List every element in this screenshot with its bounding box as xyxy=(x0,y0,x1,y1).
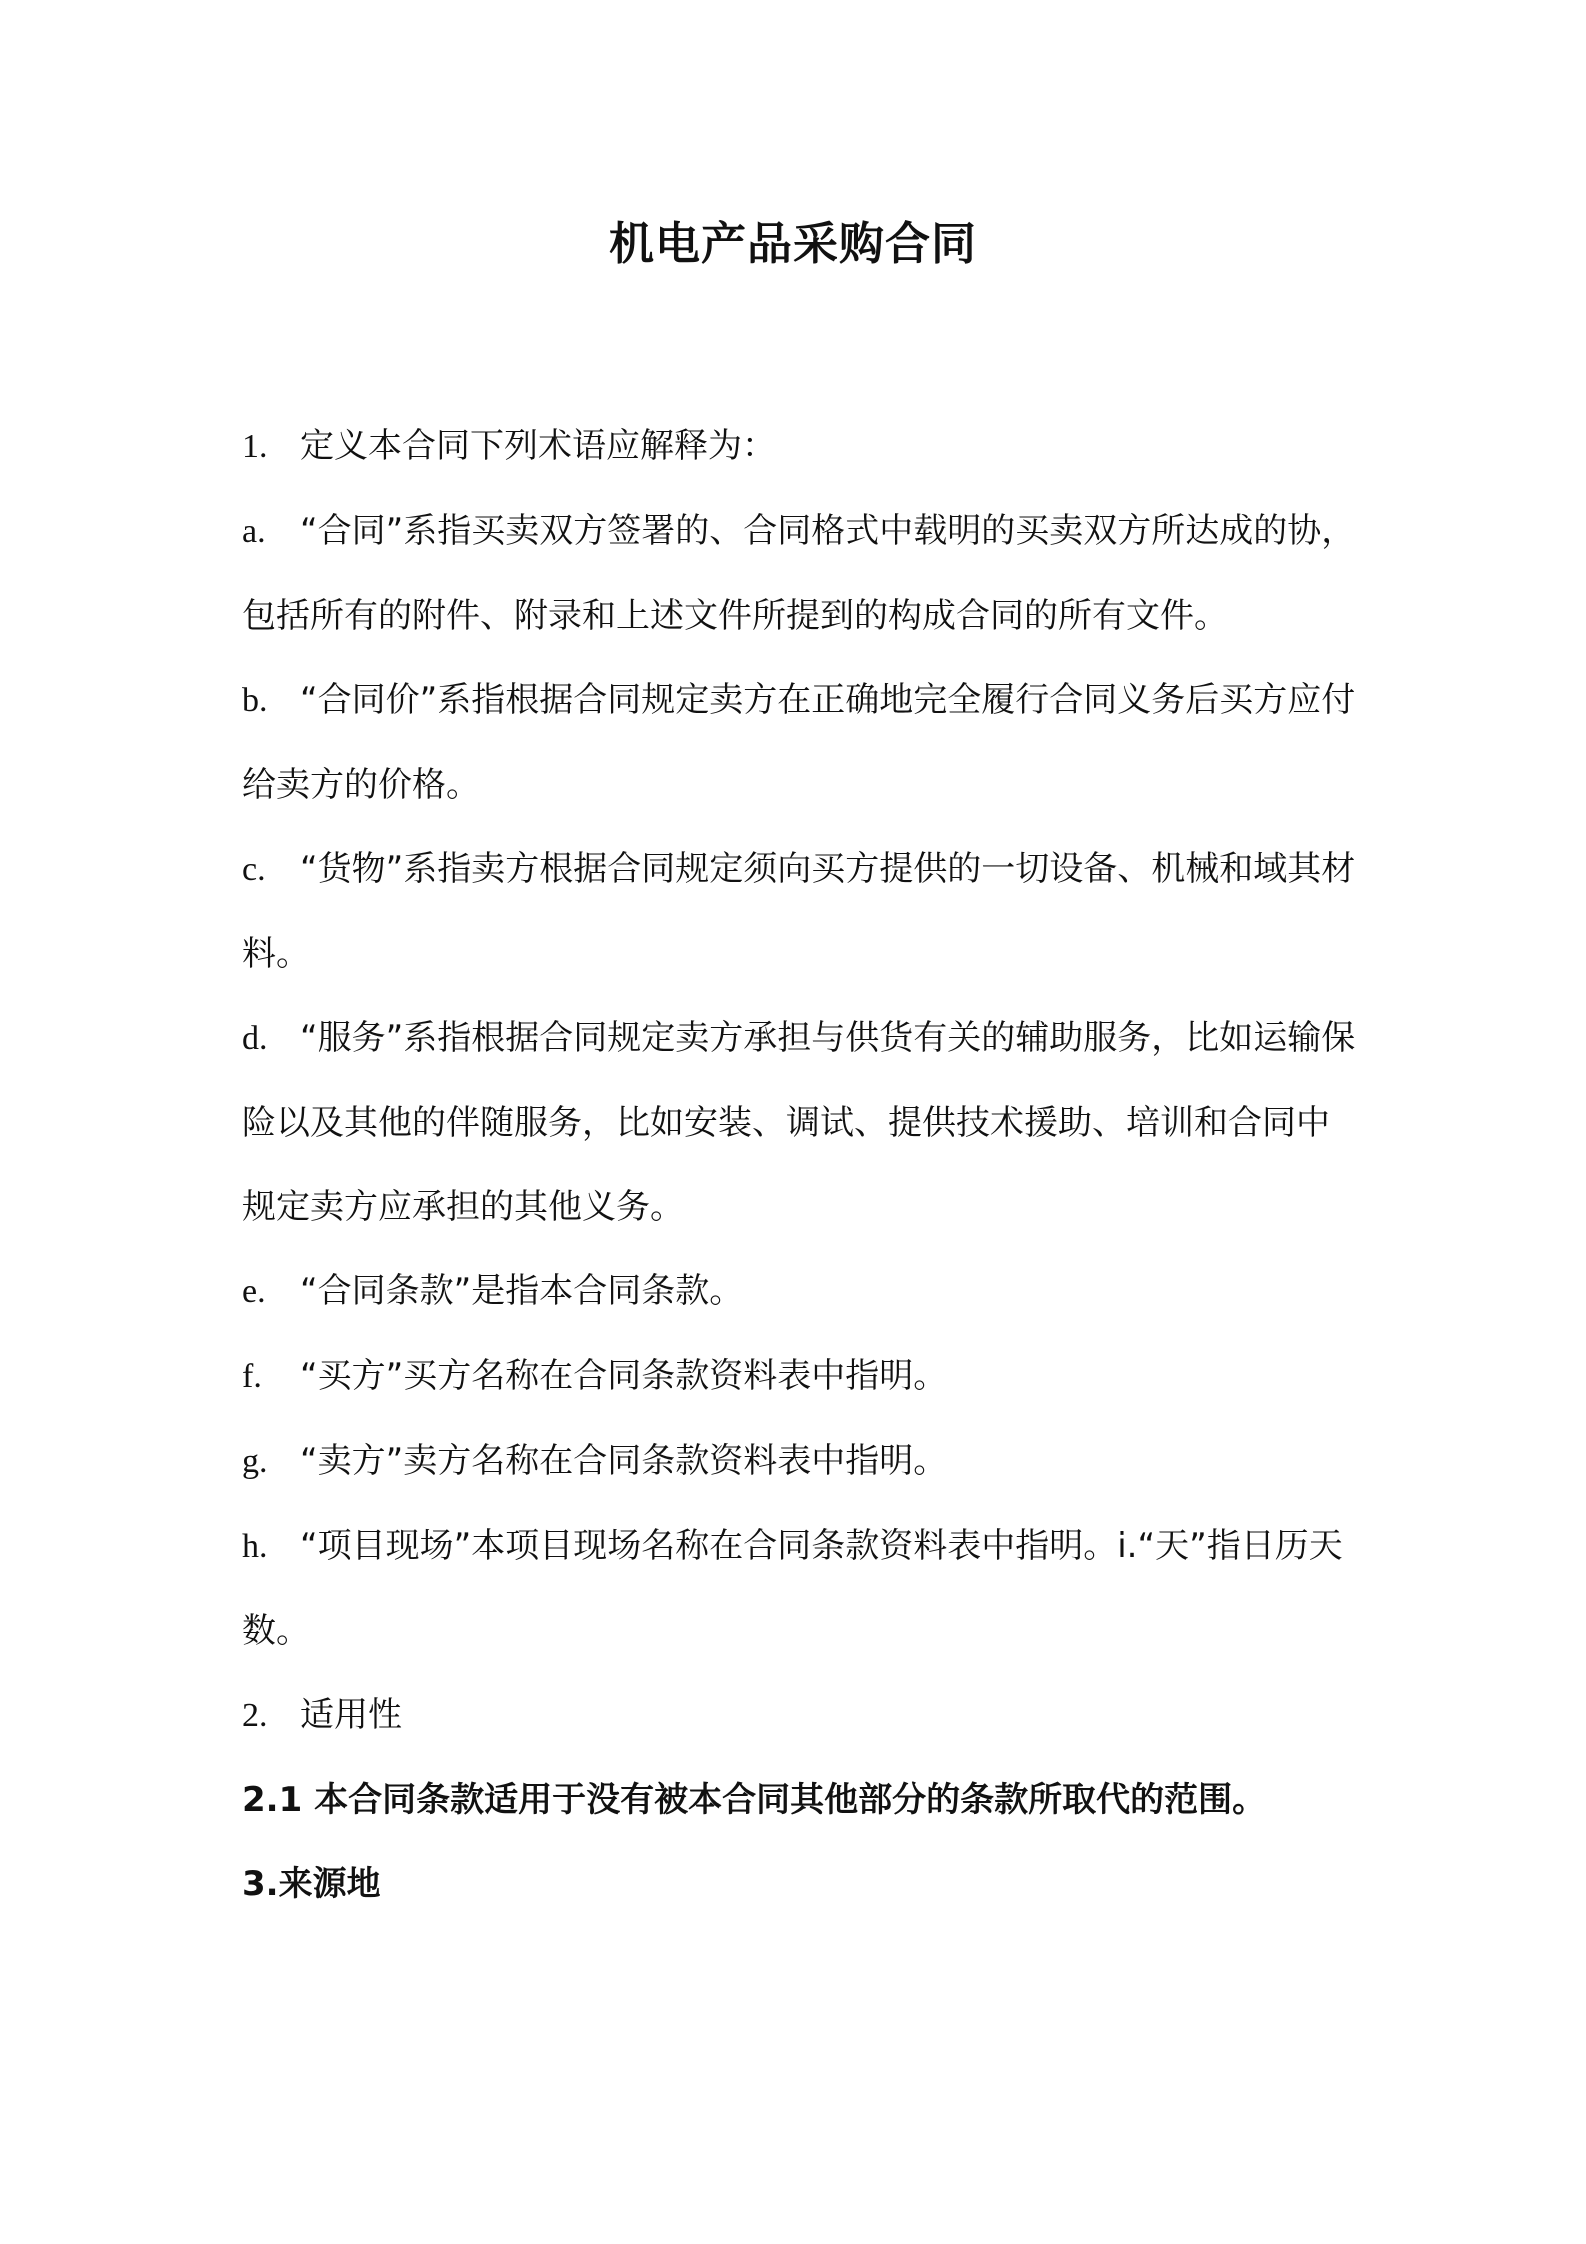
paragraph-text: “项目现场”本项目现场名称在合同条款资料表中指明。i.“天”指日历天数。 xyxy=(242,1526,1343,1651)
definition-h xyxy=(242,1504,1362,1673)
section-2-applicability xyxy=(242,1673,1362,1758)
paragraph-text: “合同”系指买卖双方签署的、合同格式中载明的买卖双方所达成的协，包括所有的附件、附录和上述文件所提到的构成合同的所有文件。 xyxy=(242,511,1356,636)
definition-d xyxy=(242,996,1362,1249)
paragraph-text: “合同价”系指根据合同规定卖方在正确地完全履行合同义务后买方应付给卖方的价格。 xyxy=(242,680,1356,805)
list-marker: c. xyxy=(242,851,266,888)
list-marker: a. xyxy=(242,513,266,550)
paragraph-text: “服务”系指根据合同规定卖方承担与供货有关的辅助服务，比如运输保险以及其他的伴随服务，比如安装、调试、提供技术援助、培训和合同中规定卖方应承担的其他义务。 xyxy=(242,1018,1356,1227)
paragraph-text: 3.来源地 xyxy=(242,1864,381,1904)
definition-f xyxy=(242,1334,1362,1419)
definition-c xyxy=(242,827,1362,996)
definition-e xyxy=(242,1249,1362,1334)
list-marker: g. xyxy=(242,1443,268,1480)
paragraph-text: “买方”买方名称在合同条款资料表中指明。 xyxy=(300,1356,948,1396)
paragraph-text: “卖方”卖方名称在合同条款资料表中指明。 xyxy=(300,1441,948,1481)
paragraph-text: 定义本合同下列术语应解释为： xyxy=(300,426,776,466)
definition-b xyxy=(242,658,1362,827)
clause-2-1 xyxy=(242,1758,1362,1842)
paragraph-text: “合同条款”是指本合同条款。 xyxy=(300,1271,744,1311)
list-marker: f. xyxy=(242,1358,262,1395)
list-marker: 2. xyxy=(242,1697,268,1734)
paragraph-text: 适用性 xyxy=(300,1695,402,1735)
section-3-origin xyxy=(242,1842,1362,1926)
paragraph-text: 2.1 本合同条款适用于没有被本合同其他部分的条款所取代的范围。 xyxy=(242,1780,1267,1820)
list-marker: h. xyxy=(242,1528,268,1565)
list-marker: e. xyxy=(242,1273,266,1310)
paragraph-text: “货物”系指卖方根据合同规定须向买方提供的一切设备、机械和域其材料。 xyxy=(242,849,1356,974)
definition-g xyxy=(242,1419,1362,1504)
section-1-definitions xyxy=(242,404,1362,489)
document-title: 机电产品采购合同 xyxy=(608,217,977,270)
list-marker: b. xyxy=(242,682,268,719)
list-marker: 1. xyxy=(242,428,268,465)
definition-a xyxy=(242,489,1362,658)
list-marker: d. xyxy=(242,1020,268,1057)
document-body xyxy=(242,404,1362,1926)
